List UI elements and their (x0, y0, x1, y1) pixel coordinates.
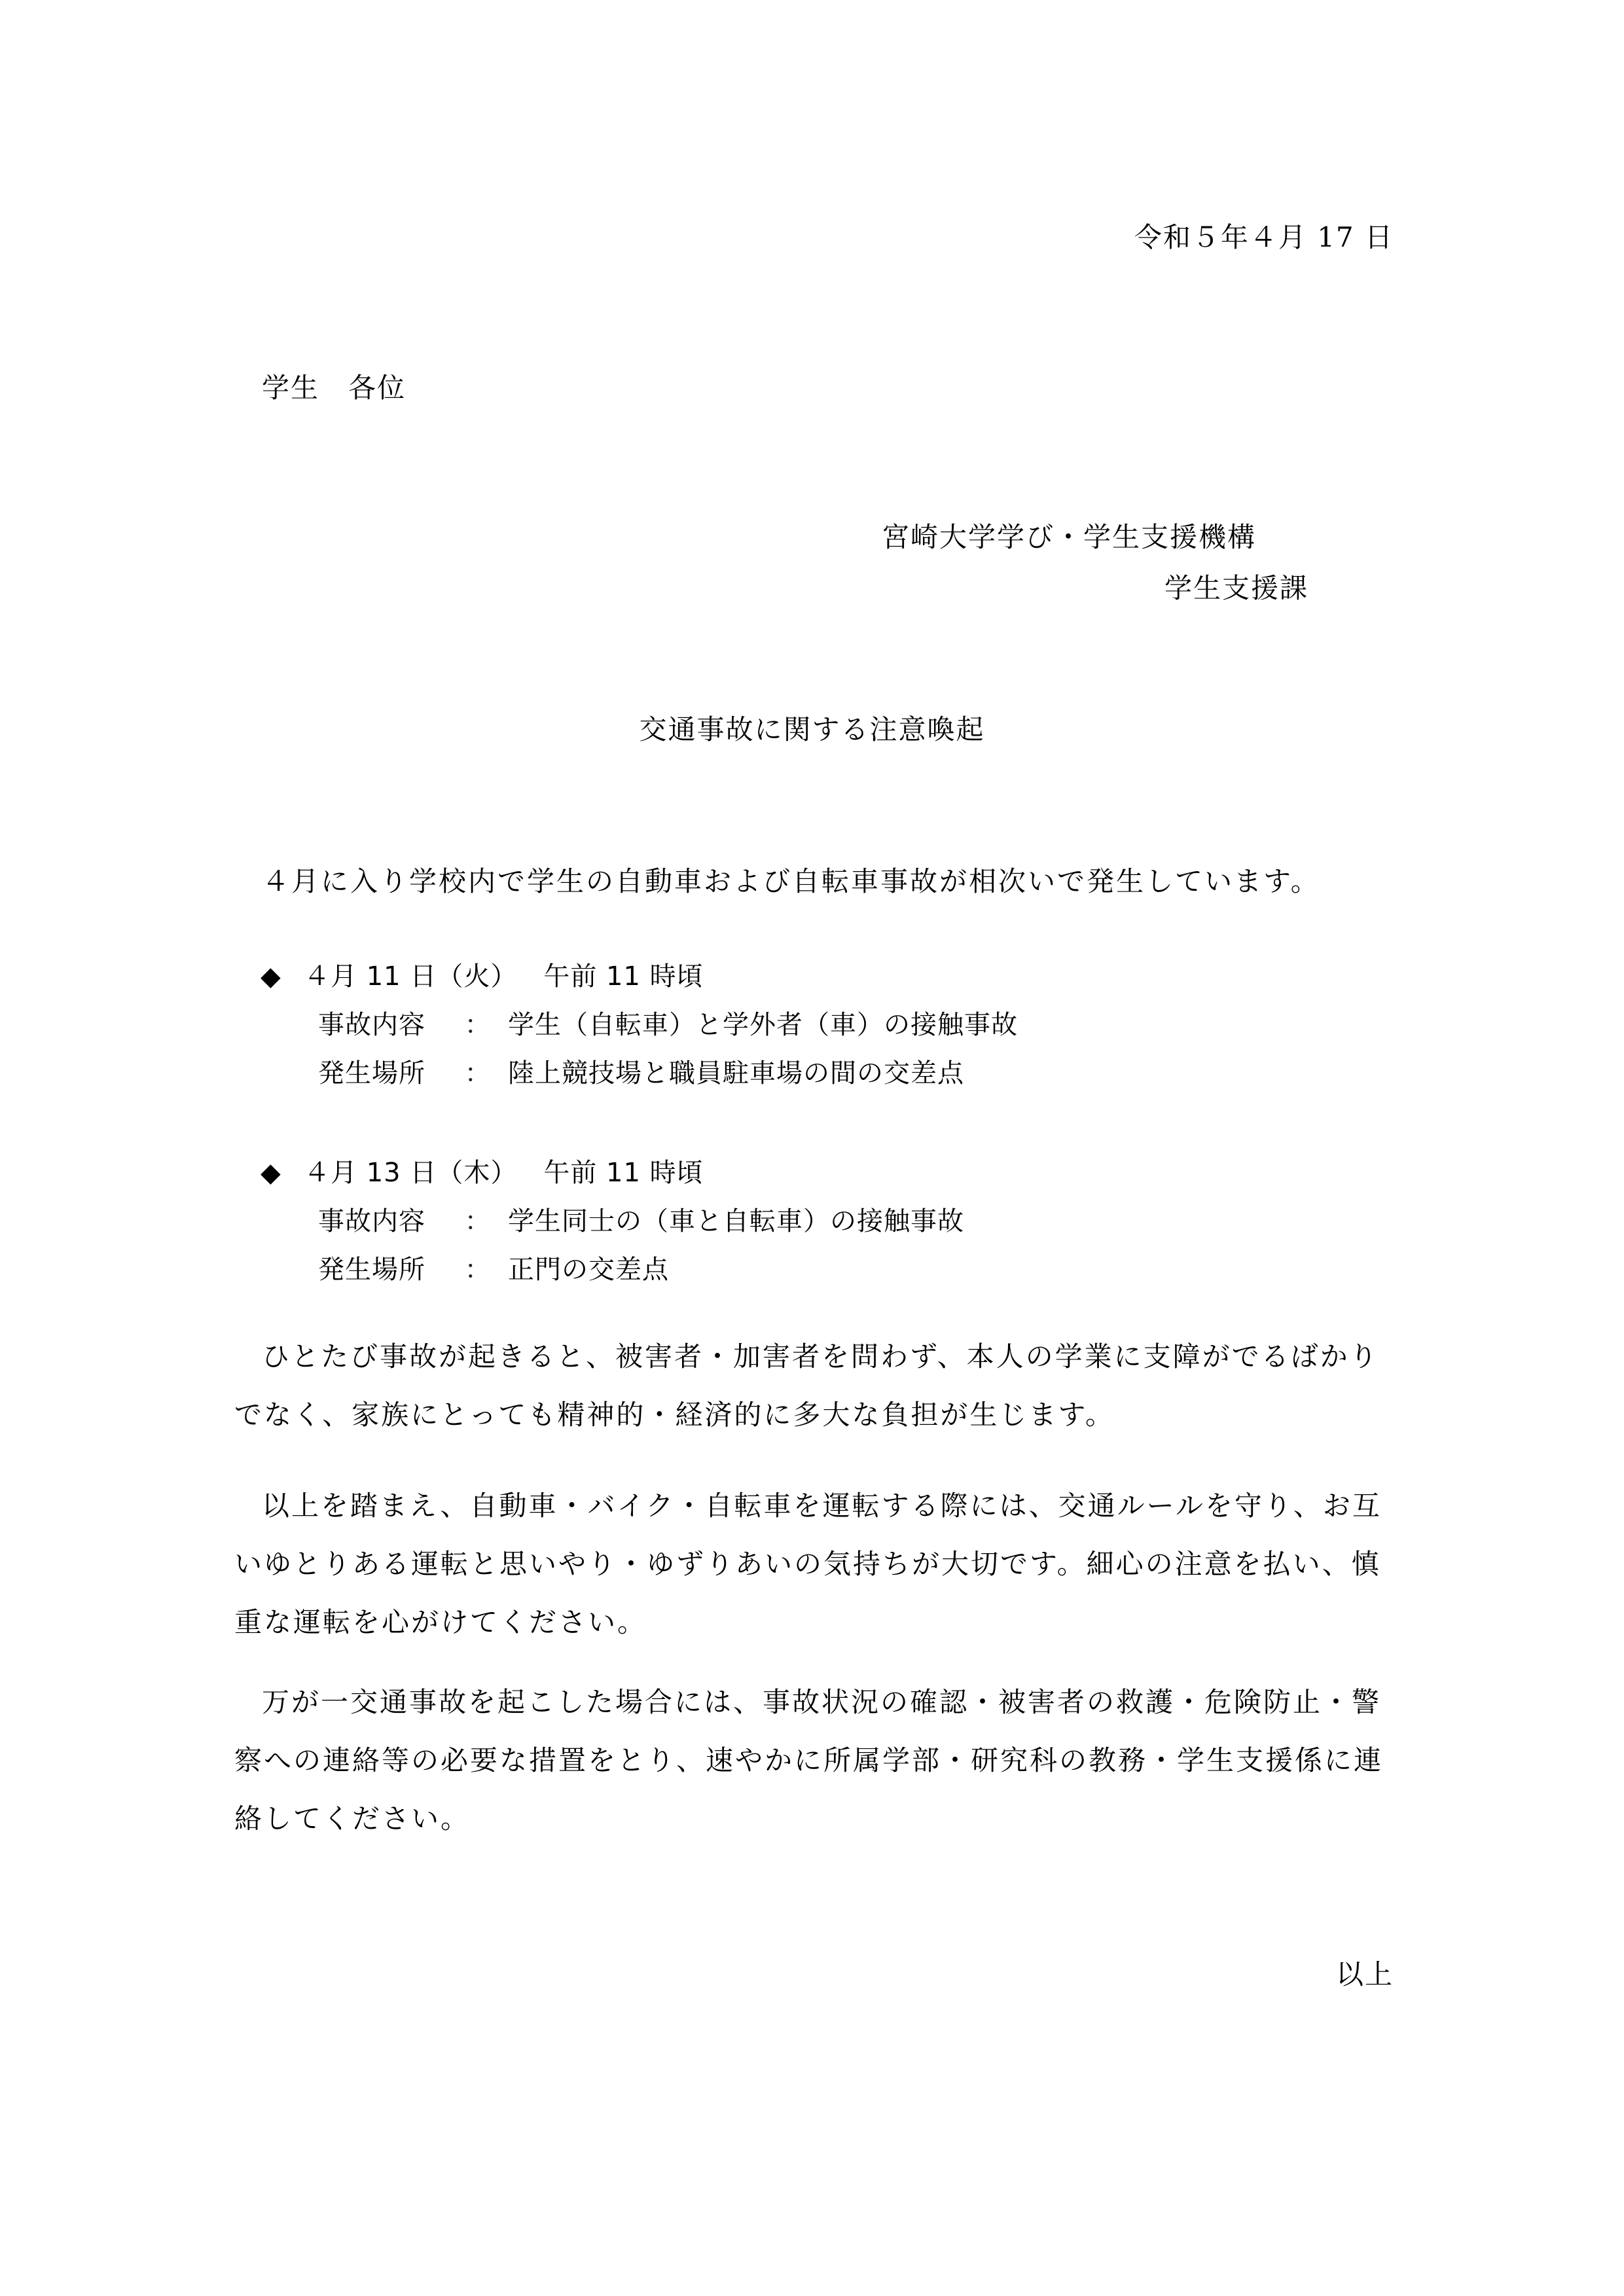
incident-time: 午前 11 時頃 (543, 1158, 704, 1188)
incident-content-value: 学生（自転車）と学外者（車）の接触事故 (508, 1010, 1018, 1040)
closing-remark: 以上 (1335, 1958, 1394, 1990)
incident-header (261, 1153, 704, 1193)
sender-organization: 宮崎大学学び・学生支援機構 (881, 521, 1256, 553)
document-title: 交通事故に関する注意喚起 (639, 713, 985, 745)
incident-time: 午前 11 時頃 (543, 961, 704, 992)
document-date: 令和５年４月 17 日 (1134, 221, 1394, 253)
incident-place-value: 正門の交差点 (508, 1255, 669, 1285)
body-paragraph: ひとたび事故が起きると、被害者・加害者を問わず、本人の学業に支障がでるばかりでなく、家族にとっても精神的・経済的に多大な負担が生じます。 (234, 1340, 1379, 1431)
incident-content-label: 事故内容 (318, 1206, 425, 1236)
incident-place-value: 陸上競技場と職員駐車場の間の交差点 (508, 1058, 964, 1088)
incident-content-row (318, 1202, 964, 1241)
incident-content-value: 学生同士の（車と自転車）の接触事故 (508, 1206, 964, 1236)
sender-department: 学生支援課 (1164, 572, 1308, 604)
separator: ： (464, 1206, 492, 1236)
incident-content-row (318, 1005, 1018, 1045)
separator: ： (464, 1255, 492, 1285)
diamond-bullet-icon: ◆ (261, 1158, 281, 1188)
intro-paragraph: ４月に入り学校内で学生の自動車および自転車事故が相次いで発生しています。 (262, 865, 1320, 897)
separator: ： (464, 1010, 492, 1040)
incident-place-row (318, 1250, 669, 1289)
incident-header (261, 957, 704, 996)
body-paragraph: 以上を踏まえ、自動車・バイク・自転車を運転する際には、交通ルールを守り、お互いゆとりある運転と思いやり・ゆずりあいの気持ちが大切です。細心の注意を払い、慎重な運転を心がけてください。 (234, 1490, 1382, 1638)
addressee: 学生 各位 (262, 372, 406, 404)
diamond-bullet-icon: ◆ (261, 961, 281, 992)
incident-place-label: 発生場所 (318, 1255, 425, 1285)
incident-date: ４月 11 日（火） (304, 961, 518, 992)
incident-place-label: 発生場所 (318, 1058, 425, 1088)
incident-content-label: 事故内容 (318, 1010, 425, 1040)
incident-place-row (318, 1054, 964, 1093)
incident-date: ４月 13 日（木） (304, 1158, 518, 1188)
body-paragraph: 万が一交通事故を起こした場合には、事故状況の確認・被害者の救護・危険防止・警察への連絡等の必要な措置をとり、速やかに所属学部・研究科の教務・学生支援係に連絡してください。 (234, 1686, 1384, 1835)
separator: ： (464, 1058, 492, 1088)
